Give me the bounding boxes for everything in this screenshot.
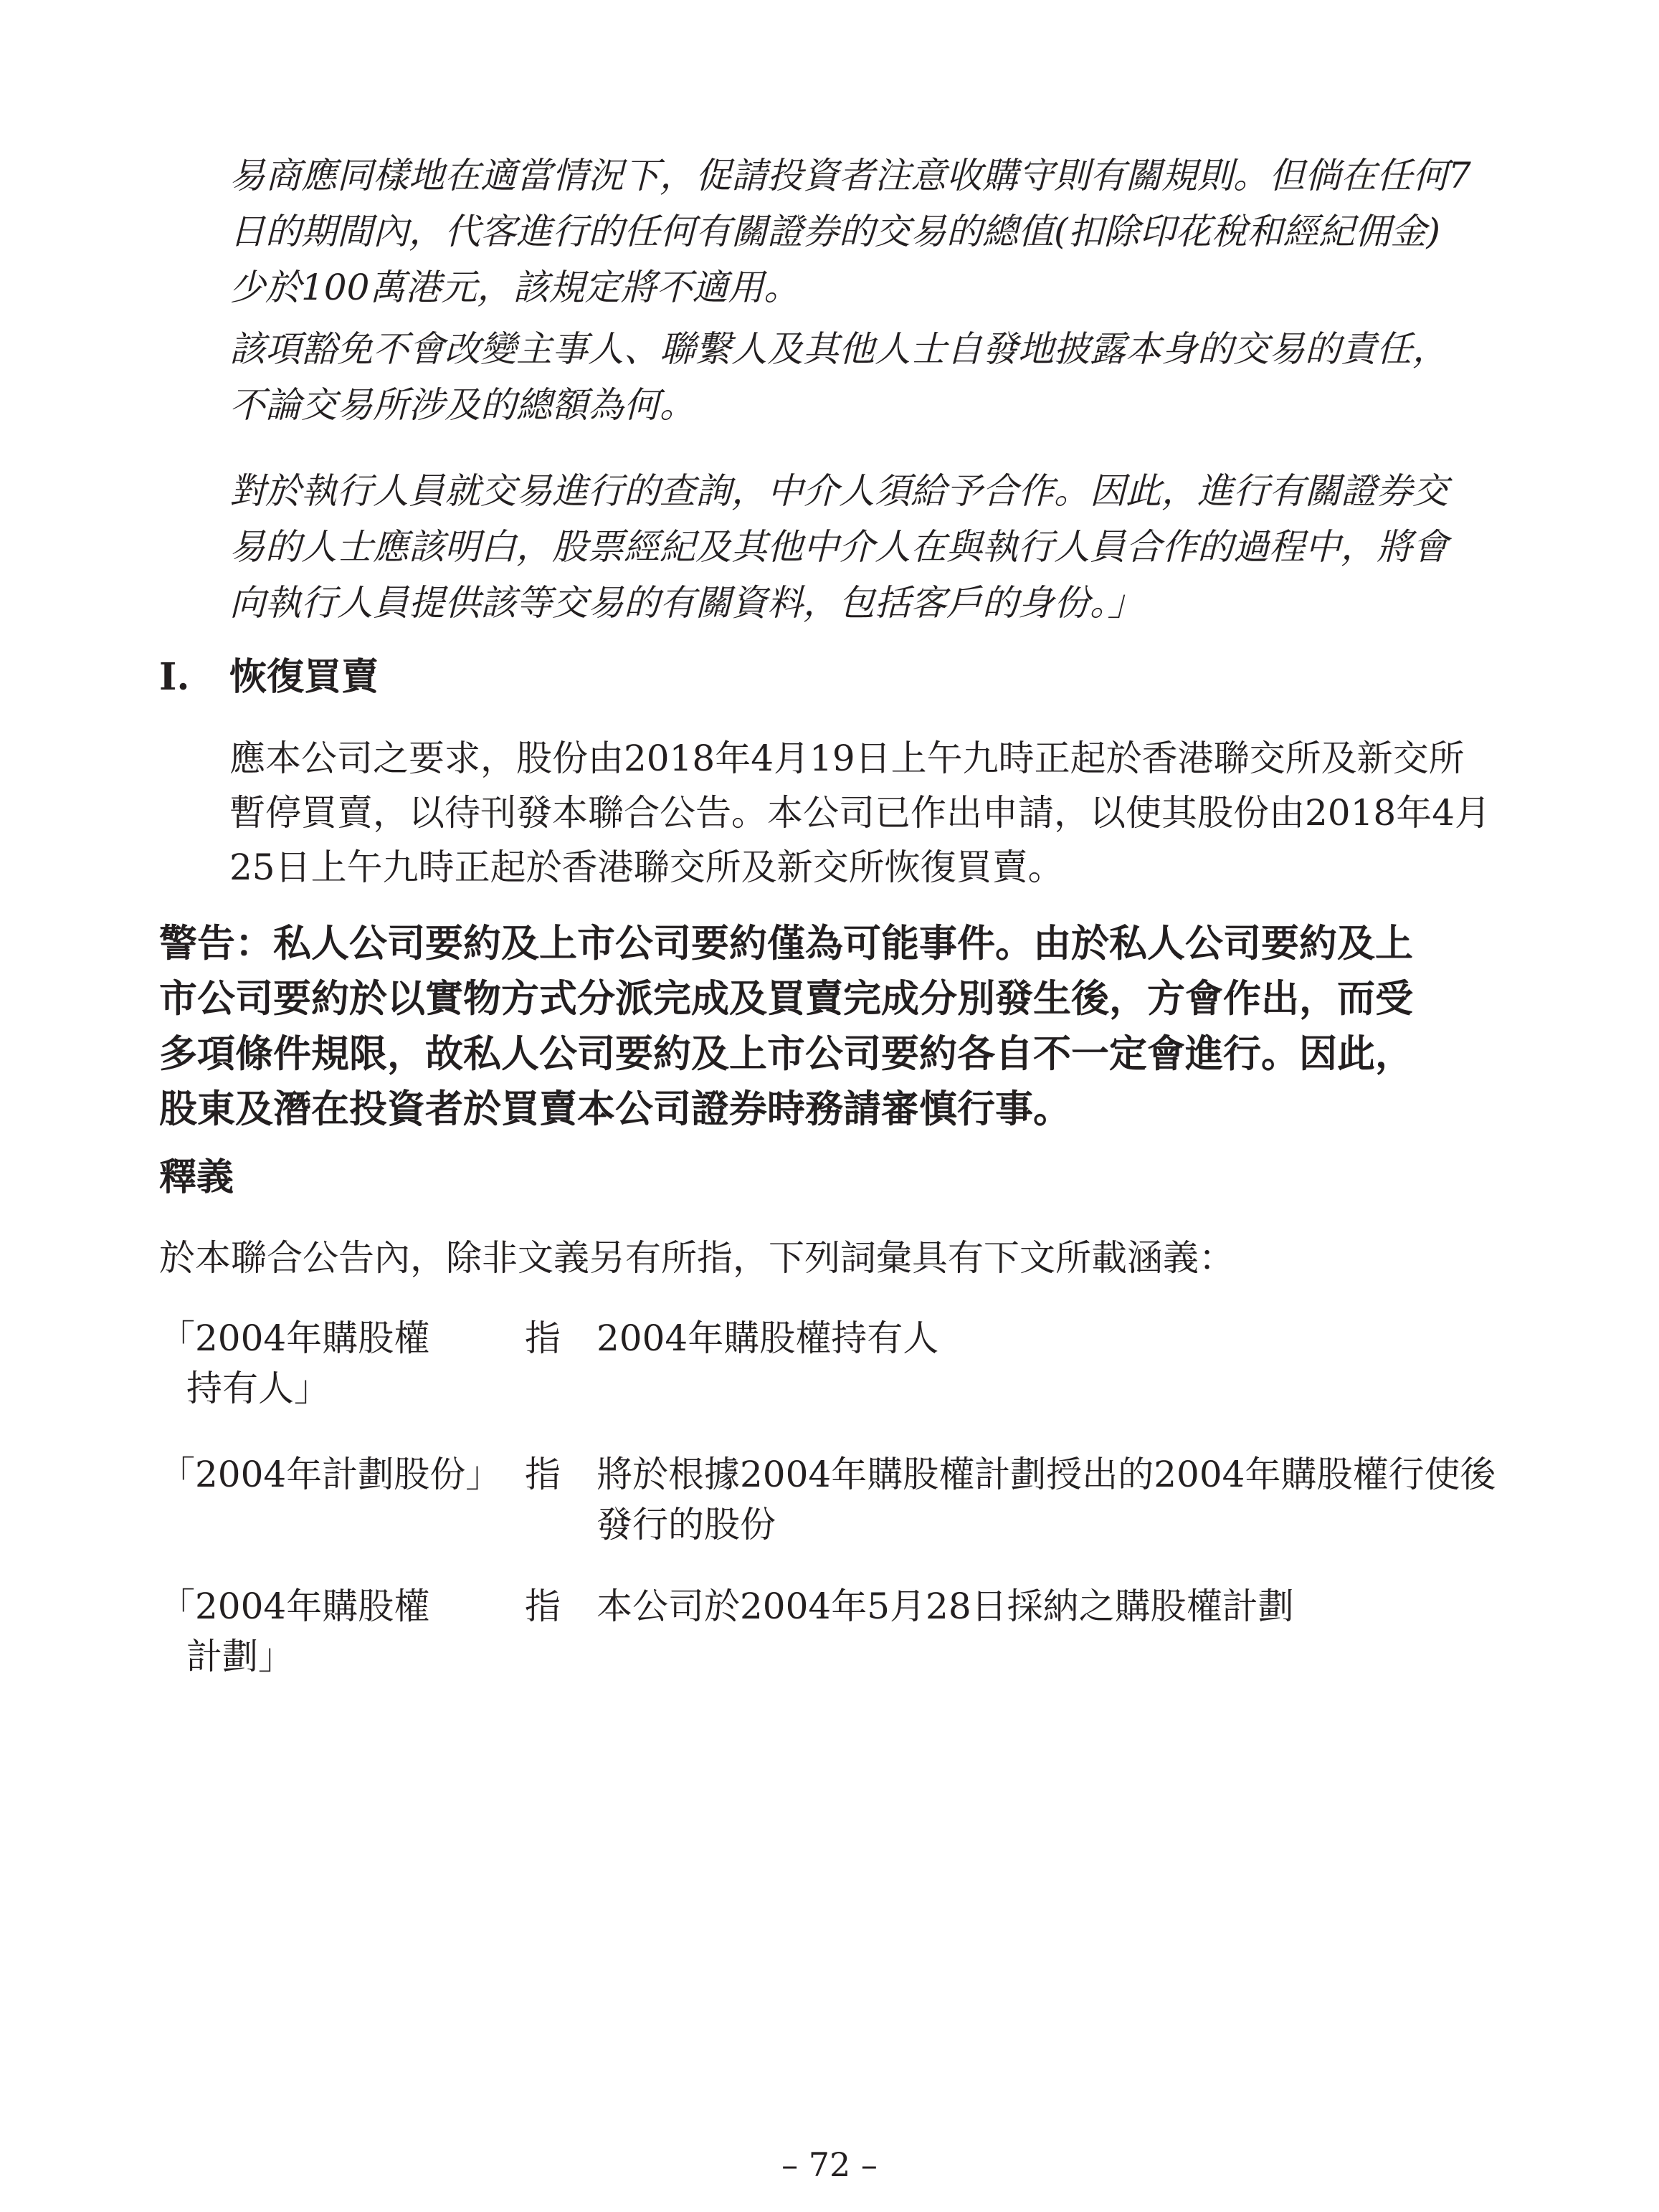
definition-means: 指 xyxy=(525,1454,561,1495)
quote-paragraph-3 xyxy=(229,463,1534,631)
quote-paragraph-1 xyxy=(229,148,1534,315)
definition-line: 本公司於2004年5月28日採納之購股權計劃 xyxy=(596,1586,1294,1627)
term-line: 「2004年購股權 xyxy=(159,1586,430,1627)
term-line: 計劃」 xyxy=(186,1636,294,1677)
definition-means: 指 xyxy=(525,1586,561,1627)
page-number: – 72 – xyxy=(781,2145,878,2184)
quote-line: 該項豁免不會改變主事人、聯繫人及其他人士自發地披露本身的交易的責任， xyxy=(229,328,1448,370)
definition-text xyxy=(596,1581,1536,1631)
quote-line: 易的人士應該明白，股票經紀及其他中介人在與執行人員合作的過程中，將會 xyxy=(229,526,1448,568)
definition-term xyxy=(159,1313,518,1414)
definition-term xyxy=(159,1581,518,1682)
warning-line: 市公司要約於以實物方式分派完成及買賣完成分別發生後，方會作出，而受 xyxy=(159,976,1413,1021)
warning-line: 警告：私人公司要約及上市公司要約僅為可能事件。由於私人公司要約及上 xyxy=(159,921,1413,966)
definition-means: 指 xyxy=(525,1317,561,1359)
section-title: 恢復買賣 xyxy=(229,655,379,699)
body-line: 應本公司之要求，股份由2018年4月19日上午九時正起於香港聯交所及新交所 xyxy=(229,738,1465,779)
section-number: I. xyxy=(159,655,190,699)
warning-line: 股東及潛在投資者於買賣本公司證券時務請審慎行事。 xyxy=(159,1087,1071,1131)
quote-line: 易商應同樣地在適當情況下，促請投資者注意收購守則有關規則。但倘在任何7 xyxy=(229,155,1471,196)
definition-term xyxy=(159,1449,518,1500)
quote-line: 日的期間內，代客進行的任何有關證券的交易的總值(扣除印花稅和經紀佣金) xyxy=(229,211,1441,252)
warning-paragraph xyxy=(159,916,1536,1137)
body-line: 25日上午九時正起於香港聯交所及新交所恢復買賣。 xyxy=(229,847,1064,888)
quote-paragraph-2 xyxy=(229,321,1534,433)
quote-line: 不論交易所涉及的總額為何。 xyxy=(229,384,695,426)
definitions-title: 釋義 xyxy=(159,1155,234,1199)
warning-line: 多項條件規限，故私人公司要約及上市公司要約各自不一定會進行。因此， xyxy=(159,1031,1413,1076)
definition-text xyxy=(596,1449,1536,1550)
section-body-paragraph xyxy=(229,731,1534,895)
quote-line: 少於100萬港元，該規定將不適用。 xyxy=(229,267,800,308)
definition-line: 發行的股份 xyxy=(596,1504,776,1545)
definition-line: 將於根據2004年購股權計劃授出的2004年購股權行使後 xyxy=(596,1454,1496,1495)
definition-line: 2004年購股權持有人 xyxy=(596,1317,939,1359)
definition-text xyxy=(596,1313,1536,1363)
term-line: 「2004年計劃股份」 xyxy=(159,1454,502,1495)
definitions-intro: 於本聯合公告內，除非文義另有所指，下列詞彙具有下文所載涵義： xyxy=(159,1237,1235,1279)
term-line: 「2004年購股權 xyxy=(159,1317,430,1359)
term-line: 持有人」 xyxy=(186,1368,330,1409)
quote-line: 向執行人員提供該等交易的有關資料，包括客戶的身份。」 xyxy=(229,582,1144,624)
body-line: 暫停買賣，以待刊發本聯合公告。本公司已作出申請，以使其股份由2018年4月 xyxy=(229,792,1491,834)
quote-line: 對於執行人員就交易進行的查詢，中介人須給予合作。因此，進行有關證券交 xyxy=(229,470,1448,512)
